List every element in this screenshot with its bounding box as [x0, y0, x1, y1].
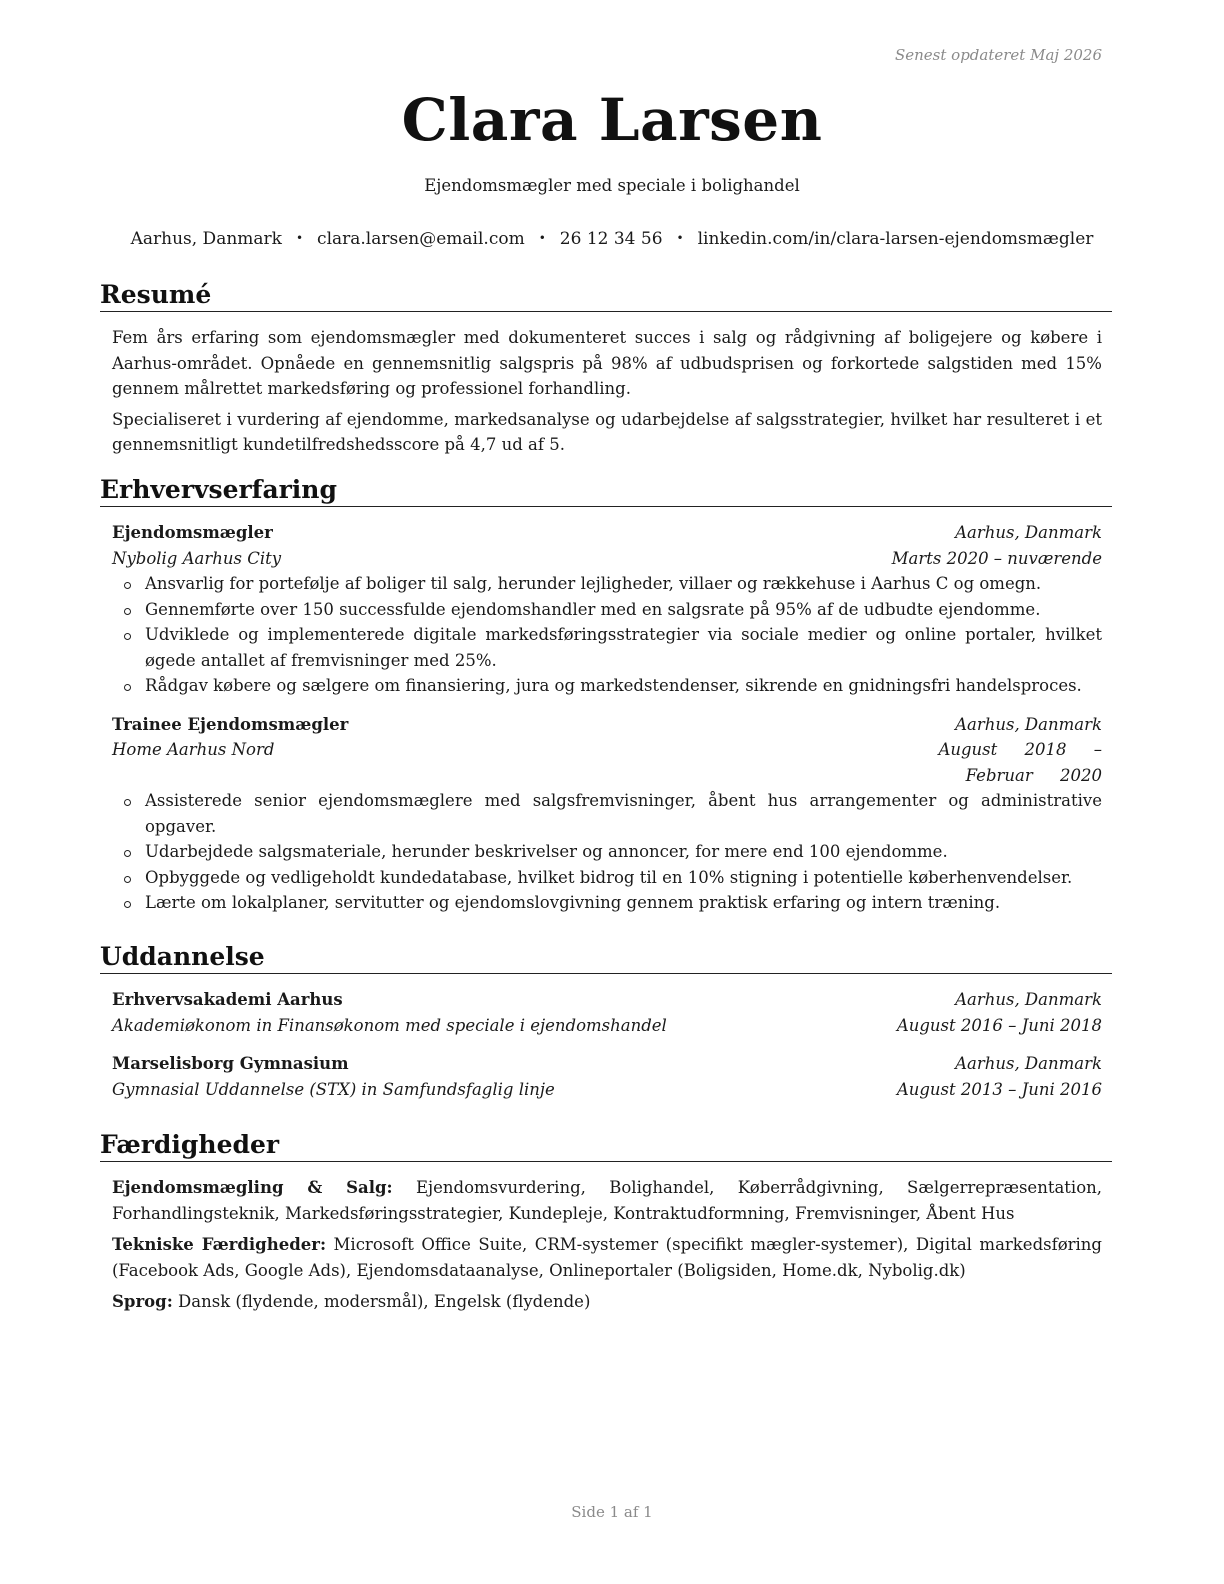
headline: Ejendomsmægler med speciale i bolighandel	[424, 176, 800, 195]
contact-line	[0, 229, 1224, 249]
job-bullets	[112, 788, 1102, 916]
list-item: Assisterede senior ejendomsmæglere med salgsfremvisninger, åbent hus arrangementer og administrative opgaver.	[112, 788, 1102, 839]
education-location: Aarhus, Danmark	[955, 1054, 1102, 1073]
job-role: Trainee Ejendomsmægler	[112, 714, 349, 734]
separator-dot: •	[676, 231, 684, 245]
contact-location: Aarhus, Danmark	[130, 229, 282, 249]
list-item: Ansvarlig for portefølje af boliger til salg, herunder lejligheder, villaer og rækkehuse i Aarhus C og omegn.	[112, 571, 1102, 597]
education-dates: August 2016 – Juni 2018	[896, 1015, 1102, 1035]
experience-section	[100, 475, 1112, 916]
education-dates: August 2013 – Juni 2016	[896, 1079, 1102, 1099]
skill-row	[112, 1175, 1102, 1226]
job-location: Aarhus, Danmark	[955, 523, 1102, 542]
separator-dot: •	[295, 231, 304, 245]
education-degree: Gymnasial Uddannelse (STX) in Samfundsfaglig linje	[112, 1079, 555, 1099]
section-title-experience: Erhvervserfaring	[100, 475, 1112, 507]
candidate-name: Clara Larsen	[401, 86, 823, 154]
job-dates: August 2018 – Februar 2020	[938, 740, 1102, 785]
job-bullets	[112, 571, 1102, 699]
summary-paragraph: Fem års erfaring som ejendomsmægler med dokumenteret succes i salg og rådgivning af boligejere og købere i Aarhus-området. Opnåede en gennemsnitlig salgspris på 98% af udbudsprisen og forkortede salgstiden med 15% gennem målrettet markedsføring og professionel forhandling.	[112, 328, 1102, 398]
job-dates: Marts 2020 – nuværende	[891, 548, 1102, 568]
education-school: Marselisborg Gymnasium	[112, 1054, 349, 1073]
skills-section	[100, 1130, 1112, 1315]
skill-label: Tekniske Færdigheder:	[112, 1235, 327, 1254]
education-entry	[112, 987, 1102, 1038]
summary-paragraph: Specialiseret i vurdering af ejendomme, markedsanalyse og udarbejdelse af salgsstrategier, hvilket har resulteret i et gennemsnitligt kundetilfredshedsscore på 4,7 ud af 5.	[112, 409, 1102, 454]
contact-email[interactable]: clara.larsen@email.com	[317, 229, 525, 249]
job-entry	[112, 520, 1102, 699]
list-item: Gennemførte over 150 successfulde ejendomshandler med en salgsrate på 95% af de udbudte ejendomme.	[112, 597, 1102, 623]
job-location: Aarhus, Danmark	[955, 714, 1102, 734]
job-role: Ejendomsmægler	[112, 523, 273, 542]
education-section	[100, 942, 1112, 1102]
contact-linkedin[interactable]: linkedin.com/in/clara-larsen-ejendomsmægler	[697, 229, 1094, 249]
summary-section	[100, 280, 1112, 458]
section-title-summary: Resumé	[100, 280, 1112, 312]
last-updated: Senest opdateret Maj 2026	[894, 46, 1102, 64]
page-number: Side 1 af 1	[571, 1503, 653, 1521]
skill-row	[112, 1232, 1102, 1283]
list-item: Lærte om lokalplaner, servitutter og ejendomslovgivning gennem praktisk erfaring og intern træning.	[112, 890, 1102, 916]
section-title-education: Uddannelse	[100, 942, 1112, 974]
list-item: Opbyggede og vedligeholdt kundedatabase, hvilket bidrog til en 10% stigning i potentielle køberhenvendelser.	[112, 865, 1102, 891]
skill-label: Ejendomsmægling & Salg:	[112, 1178, 393, 1197]
education-entry	[112, 1051, 1102, 1102]
education-school: Erhvervsakademi Aarhus	[112, 990, 343, 1009]
skill-row	[112, 1289, 1102, 1315]
list-item: Udviklede og implementerede digitale markedsføringsstrategier via sociale medier og online portaler, hvilket øgede antallet af fremvisninger med 25%.	[112, 622, 1102, 673]
education-location: Aarhus, Danmark	[955, 990, 1102, 1009]
contact-phone[interactable]: 26 12 34 56	[559, 229, 663, 249]
list-item: Udarbejdede salgsmateriale, herunder beskrivelser og annoncer, for mere end 100 ejendomme.	[112, 839, 1102, 865]
separator-dot: •	[538, 231, 546, 245]
section-title-skills: Færdigheder	[100, 1130, 1112, 1162]
skill-text: Ejendomsvurdering, Bolighandel, Køberrådgivning, Sælgerrepræsentation, Forhandlingsteknik, Markedsføringsstrategier, Kundepleje, Kontraktudformning, Fremvisninger, Åbent Hus	[112, 1178, 1103, 1223]
job-company: Home Aarhus Nord	[112, 740, 275, 759]
job-entry	[112, 712, 1102, 916]
skill-text: Dansk (flydende, modersmål), Engelsk (flydende)	[178, 1292, 591, 1311]
list-item: Rådgav købere og sælgere om finansiering, jura og markedstendenser, sikrende en gnidningsfri handelsproces.	[112, 673, 1102, 699]
skill-label: Sprog:	[112, 1292, 173, 1311]
skill-text: Microsoft Office Suite, CRM-systemer (specifikt mægler-systemer), Digital markedsføring (Facebook Ads, Google Ads), Ejendomsdataanalyse, Onlineportaler (Boligsiden, Home.dk, Nybolig.dk)	[112, 1235, 1102, 1280]
education-degree: Akademiøkonom in Finansøkonom med speciale i ejendomshandel	[112, 1015, 667, 1035]
job-company: Nybolig Aarhus City	[112, 548, 282, 568]
